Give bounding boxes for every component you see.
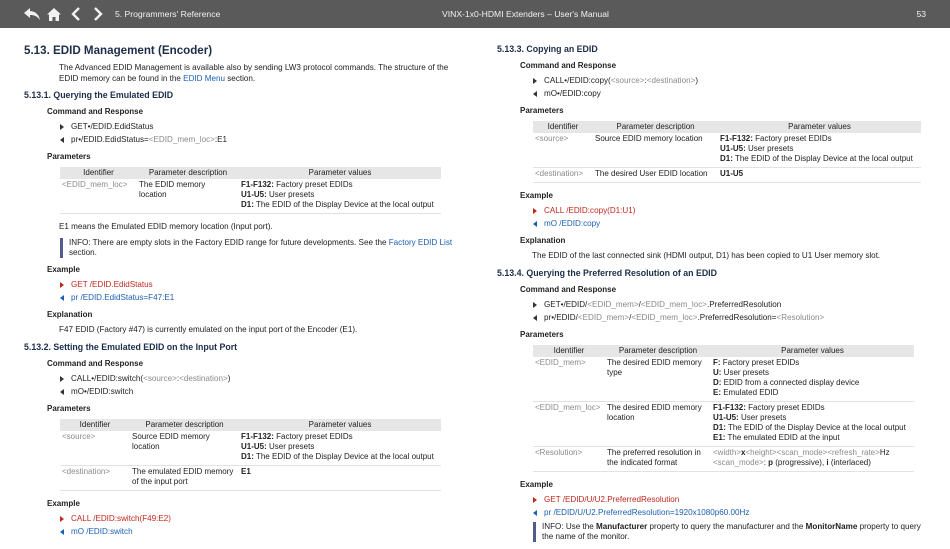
command-line: CALL•/EDID:copy( <source> : <destination> ) — [533, 76, 927, 86]
table-row: <EDID_mem_loc> The EDID memory location F1-F132: Factory preset EDIDs U1-U5: User presets D1: The EDID of the Display Device at the local output — [60, 179, 441, 214]
header-bar — [0, 0, 950, 28]
table-header-row: Identifier Parameter description Parameter values — [533, 345, 914, 357]
command-heading: Command and Response — [47, 106, 144, 116]
parameters-heading: Parameters — [520, 106, 564, 116]
response-line: mO•/EDID:switch — [60, 387, 456, 397]
note-text: E1 means the Emulated EDID memory location (Input port). — [59, 221, 273, 231]
example-command: CALL /EDID:switch(F49:E2) — [60, 514, 456, 524]
parameters-heading: Parameters — [47, 403, 91, 413]
response-line: pr•/EDID/ <EDID_mem> / <EDID_mem_loc> .PreferredResolution= <Resolution> — [533, 313, 927, 323]
command-heading: Command and Response — [47, 358, 144, 368]
section-title-5-13-1: 5.13.1. Querying the Emulated EDID — [24, 89, 174, 100]
parameters-table — [533, 345, 914, 472]
command-heading: Command and Response — [520, 284, 617, 294]
document-title: VINX-1x0-HDMI Extenders – User's Manual — [442, 9, 609, 19]
response-line: mO•/EDID:copy — [533, 89, 927, 99]
example-response: pr /EDID.EdidStatus=F47:E1 — [60, 293, 456, 303]
parameters-heading: Parameters — [47, 151, 91, 161]
command-line: GET•/EDID.EdidStatus — [60, 122, 456, 132]
table-header-row: Identifier Parameter description Parameter values — [60, 167, 441, 179]
parameters-table — [60, 419, 441, 491]
example-response: mO /EDID:switch — [60, 527, 456, 537]
example-command: GET /EDID/U/U2.PreferredResolution — [533, 495, 927, 505]
parameters-table — [533, 121, 921, 183]
example-command: GET /EDID.EdidStatus — [60, 280, 456, 290]
parameters-table — [60, 167, 441, 214]
table-row: <source> Source EDID memory location F1-F132: Factory preset EDIDs U1-U5: User presets D1: The EDID of the Display Device at the local output — [60, 431, 441, 466]
table-row: <EDID_mem_loc> The desired EDID memory location F1-F132: Factory preset EDIDs U1-U5: User presets D1: The EDID of the Display Device at the local output E1: The emulated EDID at the input — [533, 401, 914, 446]
previous-icon[interactable] — [66, 5, 85, 23]
left-column — [24, 44, 456, 540]
section-intro: The Advanced EDID Management is available also by sending LW3 protocol commands. The structure of the EDID memory can be found in the EDID Menu section. — [59, 63, 449, 83]
response-line: pr•/EDID.EdidStatus= <EDID_mem_loc> :E1 — [60, 135, 456, 145]
right-column — [497, 44, 927, 549]
explanation-heading: Explanation — [520, 236, 566, 246]
example-heading: Example — [47, 498, 80, 508]
explanation-text: F47 EDID (Factory #47) is currently emulated on the input port of the Encoder (E1). — [59, 325, 358, 335]
table-row: <destination> The emulated EDID memory of the input port E1 — [60, 465, 441, 490]
edid-menu-link[interactable]: EDID Menu — [183, 73, 226, 83]
back-icon[interactable] — [22, 5, 41, 23]
example-heading: Example — [47, 265, 80, 275]
table-header-row: Identifier Parameter description Parameter values — [60, 419, 441, 431]
chapter-title: 5. Programmers' Reference — [115, 9, 221, 19]
example-response: mO /EDID:copy — [533, 219, 927, 229]
example-heading: Example — [520, 191, 553, 201]
nav-buttons — [22, 5, 107, 23]
table-header-row: Identifier Parameter description Parameter values — [533, 121, 921, 133]
info-box: INFO: Use the Manufacturer property to query the manufacturer and the MonitorName property to query the name of the monitor. — [533, 522, 927, 542]
factory-edid-list-link[interactable]: Factory EDID List — [388, 238, 453, 248]
example-heading: Example — [520, 479, 553, 489]
section-title-5-13-4: 5.13.4. Querying the Preferred Resolution of an EDID — [497, 267, 717, 278]
command-line: CALL•/EDID:switch( <source> : <destination> ) — [60, 374, 456, 384]
home-icon[interactable] — [44, 5, 63, 23]
section-title-5-13: 5.13. EDID Management (Encoder) — [24, 44, 213, 57]
section-title-5-13-2: 5.13.2. Setting the Emulated EDID on the Input Port — [24, 341, 238, 352]
example-command: CALL /EDID:copy(D1:U1) — [533, 206, 927, 216]
table-row: <Resolution> The preferred resolution in the indicated format <width>x<height><scan_mode><refresh_rate>Hz <scan_mode>: p (progressive), i (interlaced) — [533, 446, 914, 471]
next-icon[interactable] — [88, 5, 107, 23]
example-response: pr /EDID/U/U2.PreferredResolution=1920x1080p60.00Hz — [533, 508, 927, 518]
parameters-heading: Parameters — [520, 329, 564, 339]
explanation-heading: Explanation — [47, 310, 93, 320]
table-row: <source> Source EDID memory location F1-F132: Factory preset EDIDs U1-U5: User presets D1: The EDID of the Display Device at the local output — [533, 133, 921, 168]
page-number: 53 — [916, 9, 926, 19]
table-row: <EDID_mem> The desired EDID memory type F: Factory preset EDIDs U: User presets D: EDID from a connected display device E: Emulated EDID — [533, 357, 914, 402]
explanation-text: The EDID of the last connected sink (HDMI output, D1) has been copied to U1 User memory slot. — [532, 251, 881, 261]
section-title-5-13-3: 5.13.3. Copying an EDID — [497, 44, 598, 54]
command-heading: Command and Response — [520, 60, 617, 70]
table-row: <destination> The desired User EDID location U1-U5 — [533, 168, 921, 183]
info-box: INFO: There are empty slots in the Factory EDID range for future developments. See the Factory EDID List section. — [60, 238, 456, 258]
command-line: GET•/EDID/ <EDID_mem> / <EDID_mem_loc> .PreferredResolution — [533, 300, 927, 310]
